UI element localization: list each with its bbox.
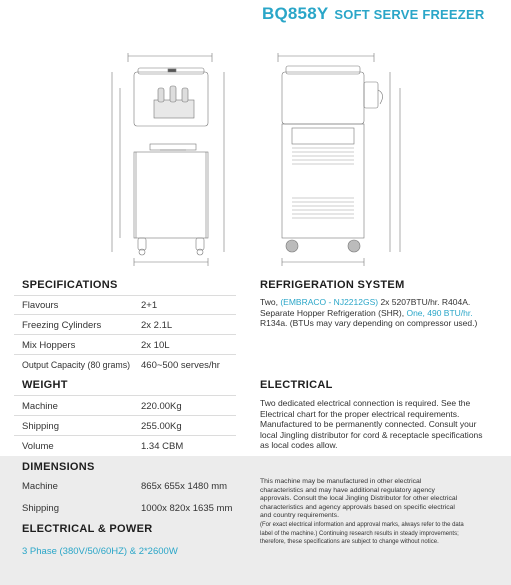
refrigeration-text — [260, 297, 500, 329]
disclaimer-line: This machine may be manufactured in other electrical — [260, 478, 422, 485]
divider — [14, 314, 236, 315]
disclaimer-line: characteristics and may have additional regulatory agency — [260, 486, 435, 494]
electrical-line: local Jingling distributor for cord & receptacle specifications — [260, 429, 483, 440]
electrical-line: Two dedicated electrical connection is required. See the — [260, 398, 471, 408]
disclaimer-line: approvals. Consult the local Jingling Distributor for other electrical — [260, 495, 458, 503]
spec-label-flavours: Flavours — [22, 300, 59, 311]
spec-value-flavours: 2+1 — [141, 300, 158, 311]
weight-label-volume: Volume — [22, 441, 54, 452]
weight-heading: WEIGHT — [22, 379, 68, 391]
front-view-drawing — [100, 48, 240, 270]
weight-value-shipping: 255.00Kg — [141, 421, 182, 432]
disclaimer-line: label of the machine.) Continuing research results in steady improvements; — [260, 530, 459, 537]
compressor-model: (EMBRACO - NJ2212GS) — [280, 297, 379, 307]
electrical-heading: ELECTRICAL — [260, 379, 333, 391]
spec-value-mix-hoppers: 2x 10L — [141, 340, 170, 351]
model-number: BQ858Y — [262, 4, 329, 23]
dimensions-label-shipping: Shipping — [22, 503, 59, 514]
weight-value-machine: 220.00Kg — [141, 401, 182, 412]
divider — [14, 415, 236, 416]
divider — [14, 354, 236, 355]
weight-label-shipping: Shipping — [22, 421, 59, 432]
dimensions-value-machine: 865x 655x 1480 mm — [141, 481, 228, 492]
divider — [14, 295, 236, 296]
refrigeration-line1-a: Two, — [260, 297, 281, 307]
divider — [14, 334, 236, 335]
divider — [14, 435, 236, 436]
electrical-line: Electrical chart for the proper electrical requirements. — [260, 408, 460, 419]
electrical-line: as local codes allow. — [260, 440, 338, 450]
spec-label-output-capacity: Output Capacity (80 grams) — [22, 360, 131, 370]
weight-value-volume: 1.34 CBM — [141, 441, 184, 452]
disclaimer-line: and country requirements. — [260, 512, 339, 520]
weight-label-machine: Machine — [22, 401, 58, 412]
electrical-power-heading: ELECTRICAL & POWER — [22, 523, 153, 535]
spec-label-mix-hoppers: Mix Hoppers — [22, 340, 76, 351]
product-title — [262, 4, 484, 24]
dimensions-value-shipping: 1000x 820x 1635 mm — [141, 503, 233, 514]
disclaimer-line: (For exact electrical information and approval marks, always refer to the data — [260, 521, 464, 528]
refrigeration-heading: REFRIGERATION SYSTEM — [260, 279, 405, 291]
shr-capacity: One, 490 BTU/hr. — [406, 307, 473, 318]
specifications-heading: SPECIFICATIONS — [22, 279, 118, 291]
refrigeration-line2-a: Separate Hopper Refrigeration (SHR), — [260, 307, 407, 318]
dimensions-heading: DIMENSIONS — [22, 461, 95, 473]
spec-value-freezing-cylinders: 2x 2.1L — [141, 320, 173, 331]
dimensions-label-machine: Machine — [22, 481, 58, 492]
electrical-power-value: 3 Phase (380V/50/60HZ) & 2*2600W — [22, 546, 178, 557]
electrical-text — [260, 398, 500, 451]
spec-value-output-capacity: 460~500 serves/hr — [141, 360, 220, 371]
electrical-line: Manufactured to be permanently connected. Consult your — [260, 419, 477, 429]
disclaimer-line: therefore, these specifications are subject to change without notice. — [260, 539, 439, 546]
refrigeration-line3: R134a. (BTUs may vary depending on compressor used.) — [260, 318, 478, 328]
product-name: SOFT SERVE FREEZER — [334, 7, 485, 22]
disclaimer-text — [260, 478, 500, 547]
side-view-drawing — [262, 48, 412, 270]
spec-label-freezing-cylinders: Freezing Cylinders — [22, 320, 102, 331]
disclaimer-line: characteristics and agency approvals based on specific electrical — [260, 503, 455, 511]
refrigeration-line1-c: 2x 5207BTU/hr. R404A. — [378, 297, 471, 307]
divider — [14, 395, 236, 396]
